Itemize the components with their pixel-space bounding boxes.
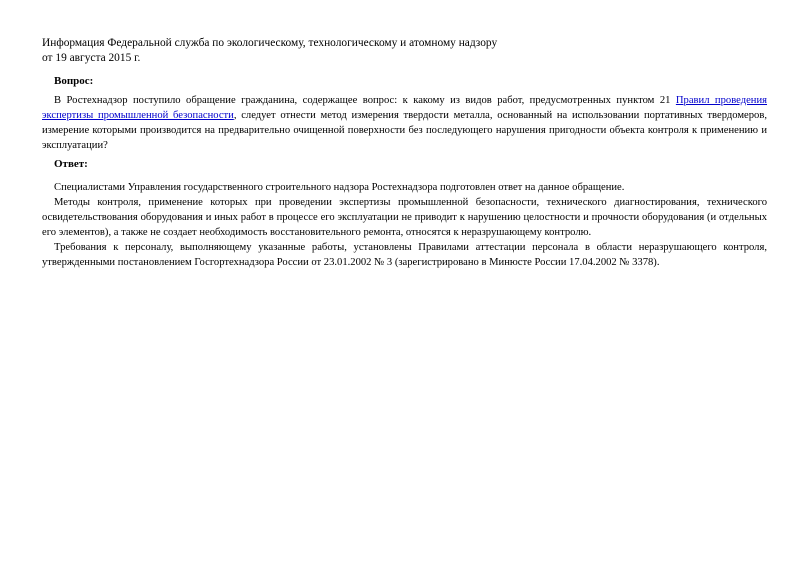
answer-title: Ответ: bbox=[54, 158, 88, 170]
rules-link[interactable]: Правил проведения экспертизы промышленной безопасности bbox=[42, 95, 768, 121]
question-text-after-link: , следует отнести метод измерения твердости металла, основанный на использовании портативных твердомеров, измерение которыми производится на предварительно очищенной поверхности без последующего нарушения пригодности объекта контроля к применению и эксплуатации? bbox=[42, 110, 767, 151]
answer-paragraph-2: Методы контроля, применение которых при проведении экспертизы промышленной безопасности, технического диагностирования, технического освидетельствования оборудования и иных работ в процессе его эксплуатации не приводит к нарушению целостности и прочности оборудования (и отдельных его элементов), а также не создает необходимость восстановительного ремонта, относятся к неразрушающему контролю. bbox=[42, 197, 767, 238]
header-date: от 19 августа 2015 г. bbox=[42, 52, 141, 64]
question-title: Вопрос: bbox=[54, 75, 94, 87]
answer-paragraph-1: Специалистами Управления государственного строительного надзора Ростехнадзора подготовлен ответ на данное обращение. bbox=[54, 182, 625, 193]
question-text bbox=[42, 93, 767, 153]
document-header bbox=[42, 36, 767, 66]
answer-paragraph-3: Требования к персоналу, выполняющему указанные работы, установлены Правилами аттестации персонала в области неразрушающего контроля, утвержденными постановлением Госгортехнадзора России от 23.01.2002 № 3 (зарегистрировано в Минюсте России 17.04.2002 № 3378). bbox=[42, 242, 767, 268]
question-text-before-link: В Ростехнадзор поступило обращение гражданина, содержащее вопрос: к какому из видов работ, предусмотренных пунктом 21 bbox=[54, 95, 676, 106]
header-title: Информация Федеральной служба по экологическому, технологическому и атомному надзору bbox=[42, 37, 498, 49]
